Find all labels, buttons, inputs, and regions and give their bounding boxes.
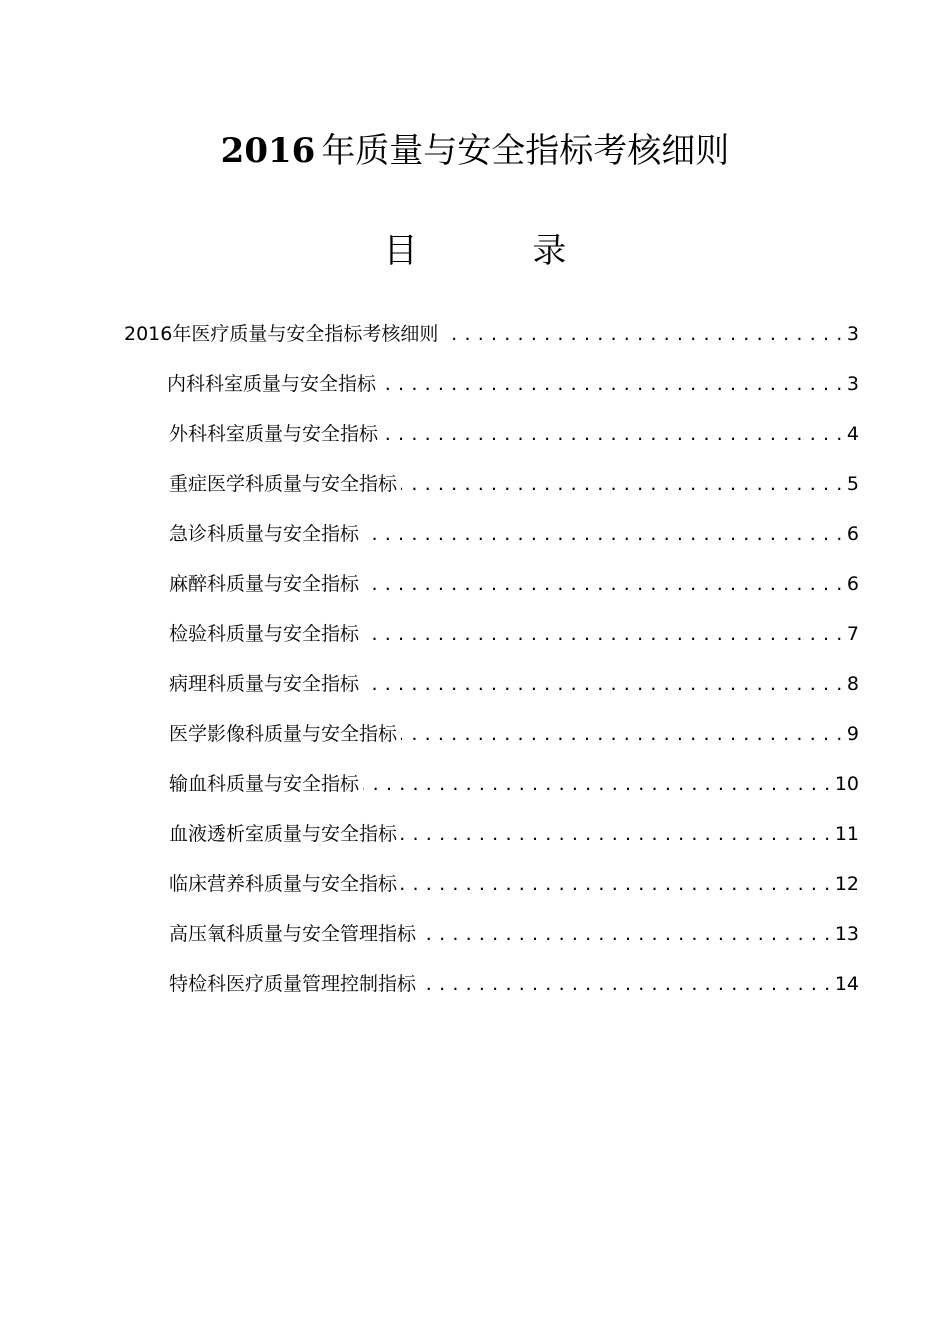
toc-entry-label: 重症医学科质量与安全指标 [169,473,398,495]
toc-entry-page: 8 [846,673,859,695]
toc-entry-page: 4 [846,423,859,445]
toc-entry-page: 3 [846,373,859,395]
toc-entry-page: 10 [834,773,859,795]
toc-entry[interactable] [169,870,859,898]
toc-entry-page: 11 [834,823,859,845]
toc-entry[interactable] [169,570,859,598]
toc-entry-label: 血液透析室质量与安全指标 [169,823,398,845]
toc-entry[interactable] [169,820,859,848]
toc-leader-dots [401,720,843,748]
toc-entry-label: 临床营养科质量与安全指标 [169,873,398,895]
toc-entry-page: 7 [846,623,859,645]
toc-entry-page: 9 [846,723,859,745]
document-title-year: 2016 [220,131,316,171]
toc-entry-page: 6 [846,573,859,595]
toc-entry[interactable] [169,920,859,948]
toc-leader-dots [363,670,843,698]
toc-entry-page: 13 [834,923,859,945]
toc-entry-label: 2016年医疗质量与安全指标考核细则 [124,323,439,345]
toc-entry-label: 急诊科质量与安全指标 [169,523,360,545]
toc-entry-label: 病理科质量与安全指标 [169,673,360,695]
toc-entry-label: 医学影像科质量与安全指标 [169,723,398,745]
toc-entry-label: 输血科质量与安全指标 [169,773,360,795]
toc-entry-label: 检验科质量与安全指标 [169,623,360,645]
toc-entry[interactable] [169,720,859,748]
toc-leader-dots [401,870,831,898]
toc-leader-dots [382,420,843,448]
toc-entry[interactable] [169,520,859,548]
toc-entry-page: 12 [834,873,859,895]
toc-entry-label: 内科科室质量与安全指标 [167,373,377,395]
toc-entry-page: 6 [846,523,859,545]
toc-leader-dots [420,970,831,998]
toc-leader-dots [442,320,843,348]
toc-leader-dots [401,820,831,848]
toc-entry[interactable] [169,620,859,648]
toc-leader-dots [363,770,831,798]
toc-heading: 目 录 [383,231,619,271]
toc-leader-dots [380,370,843,398]
toc-entry-label: 高压氧科质量与安全管理指标 [169,923,417,945]
toc-entry-page: 14 [834,973,859,995]
toc-entry-label: 外科科室质量与安全指标 [169,423,379,445]
toc-leader-dots [401,470,843,498]
toc-leader-dots [420,920,831,948]
toc-leader-dots [363,520,843,548]
toc-entry[interactable] [169,420,859,448]
toc-leader-dots [363,620,843,648]
toc-entry-label: 特检科医疗质量管理控制指标 [169,973,417,995]
toc-leader-dots [363,570,843,598]
document-title [0,128,950,174]
toc-entry[interactable] [169,970,859,998]
toc-entry-label: 麻醉科质量与安全指标 [169,573,360,595]
document-title-text: 年质量与安全指标考核细则 [321,131,730,171]
toc-entry[interactable] [167,370,859,398]
toc-entry-page: 3 [846,323,859,345]
toc-entry[interactable] [169,470,859,498]
toc-entry-main[interactable] [124,320,859,348]
toc-entry[interactable] [169,770,859,798]
toc-entry-page: 5 [846,473,859,495]
toc-entry[interactable] [169,670,859,698]
